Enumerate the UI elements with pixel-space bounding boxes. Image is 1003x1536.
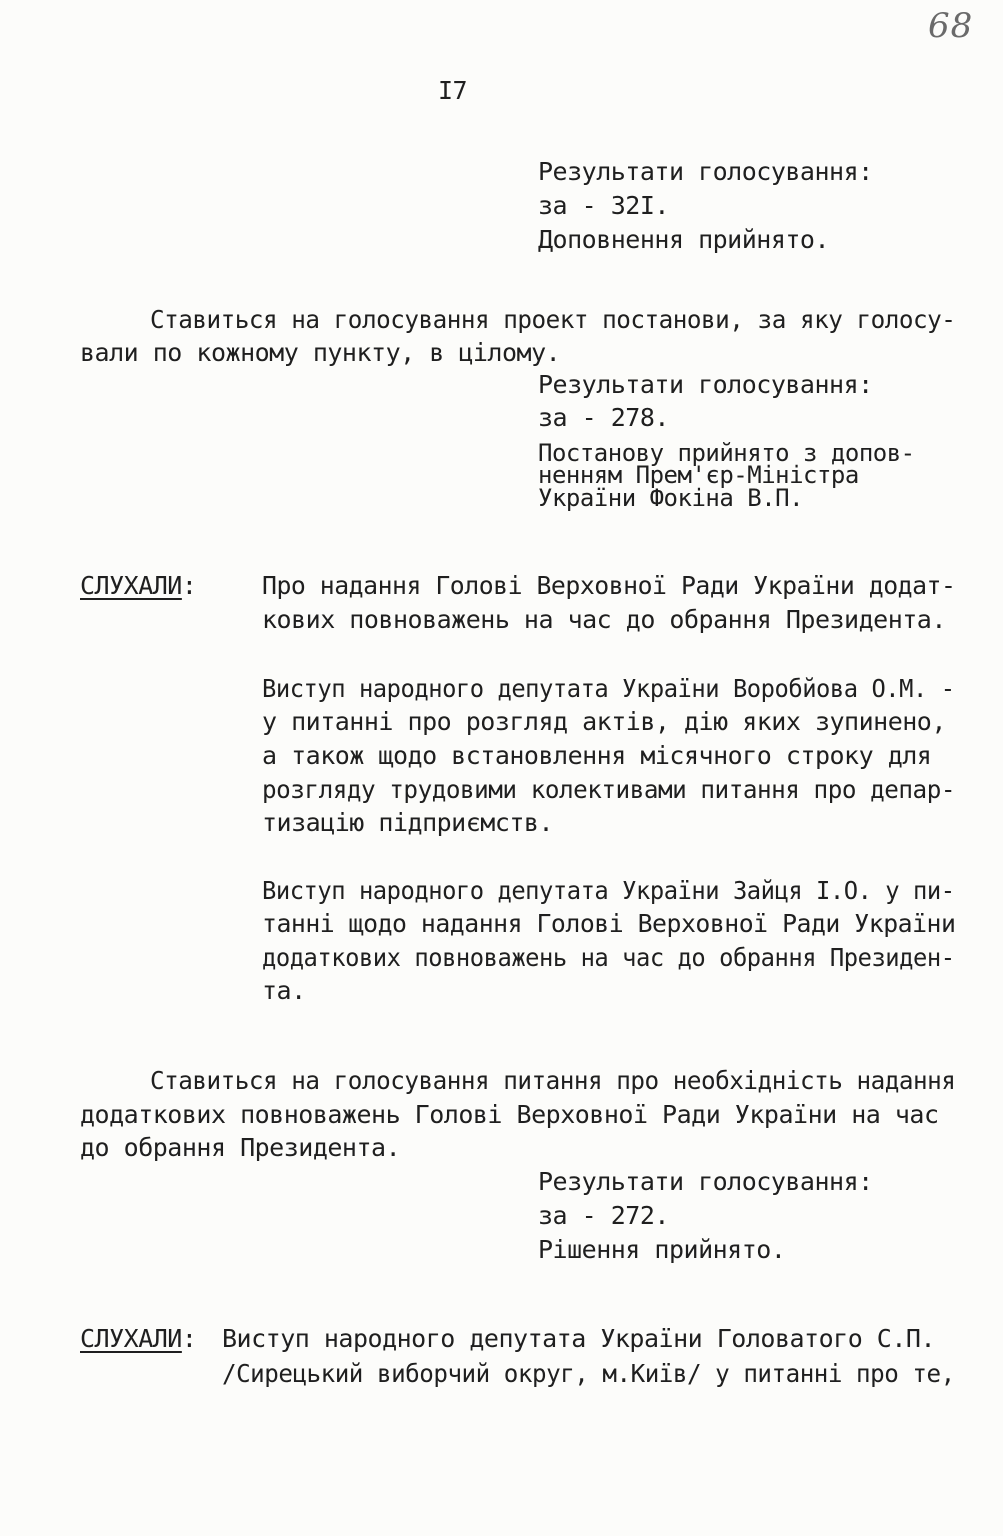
heard-label-colon: : — [181, 1324, 197, 1353]
paragraph-line: вали по кожному пункту, в цілому. — [80, 338, 561, 367]
heard-text-line: Про надання Голові Верховної Ради України додат- — [262, 571, 956, 600]
heard-label-colon: : — [181, 571, 197, 600]
speech-line: додаткових повноважень на час до обрання Президен- — [262, 943, 955, 972]
speech-line: тизацію підприємств. — [262, 808, 554, 837]
speech-line: Виступ народного депутата України Воробйова О.М. - — [262, 674, 955, 703]
paragraph-line: додаткових повноважень Голові Верховної Ради України на час — [80, 1100, 939, 1129]
heard-label-row — [80, 569, 196, 603]
speech-line: Виступ народного депутата України Зайця І.О. у пи- — [262, 876, 955, 905]
vote-result-outcome: Рішення прийнято. — [538, 1235, 786, 1264]
page-number: I7 — [438, 76, 468, 105]
handwritten-page-number: 68 — [928, 6, 974, 46]
vote-result-count: за - 32I. — [538, 191, 669, 220]
heard-text-line: Виступ народного депутата України Головатого С.П. — [222, 1324, 936, 1353]
paragraph-line: Ставиться на голосування проект постанови, за яку голосу- — [150, 305, 956, 334]
heard-label-row — [80, 1322, 196, 1356]
vote-result-outcome: Постанову прийнято з допов- — [538, 439, 915, 467]
vote-result-outcome: ненням Прем'єр-Міністра — [538, 461, 859, 489]
heard-label: СЛУХАЛИ — [80, 1324, 182, 1353]
vote-result-heading: Результати голосування: — [538, 1167, 873, 1196]
vote-result-count: за - 272. — [538, 1201, 669, 1230]
heard-text-line: /Сирецький виборчий округ, м.Київ/ у питанні про те, — [222, 1359, 955, 1388]
vote-result-heading: Результати голосування: — [538, 370, 873, 399]
heard-text-line: кових повноважень на час до обрання Президента. — [262, 605, 946, 634]
vote-result-outcome: України Фокіна В.П. — [538, 484, 804, 512]
speech-line: а також щодо встановлення місячного строку для — [262, 741, 932, 770]
vote-result-outcome: Доповнення прийнято. — [538, 225, 830, 254]
speech-line: у питанні про розгляд актів, дію яких зупинено, — [262, 707, 946, 736]
paragraph-line: Ставиться на голосування питання про необхідність надання — [150, 1066, 956, 1095]
vote-result-count: за - 278. — [538, 403, 669, 432]
speech-line: та. — [262, 976, 306, 1005]
paragraph-line: до обрання Президента. — [80, 1133, 401, 1162]
speech-line: танні щодо надання Голові Верховної Ради України — [262, 909, 956, 938]
vote-result-heading: Результати голосування: — [538, 157, 873, 186]
speech-line: розгляду трудовими колективами питання про депар- — [262, 775, 955, 804]
heard-label: СЛУХАЛИ — [80, 571, 182, 600]
